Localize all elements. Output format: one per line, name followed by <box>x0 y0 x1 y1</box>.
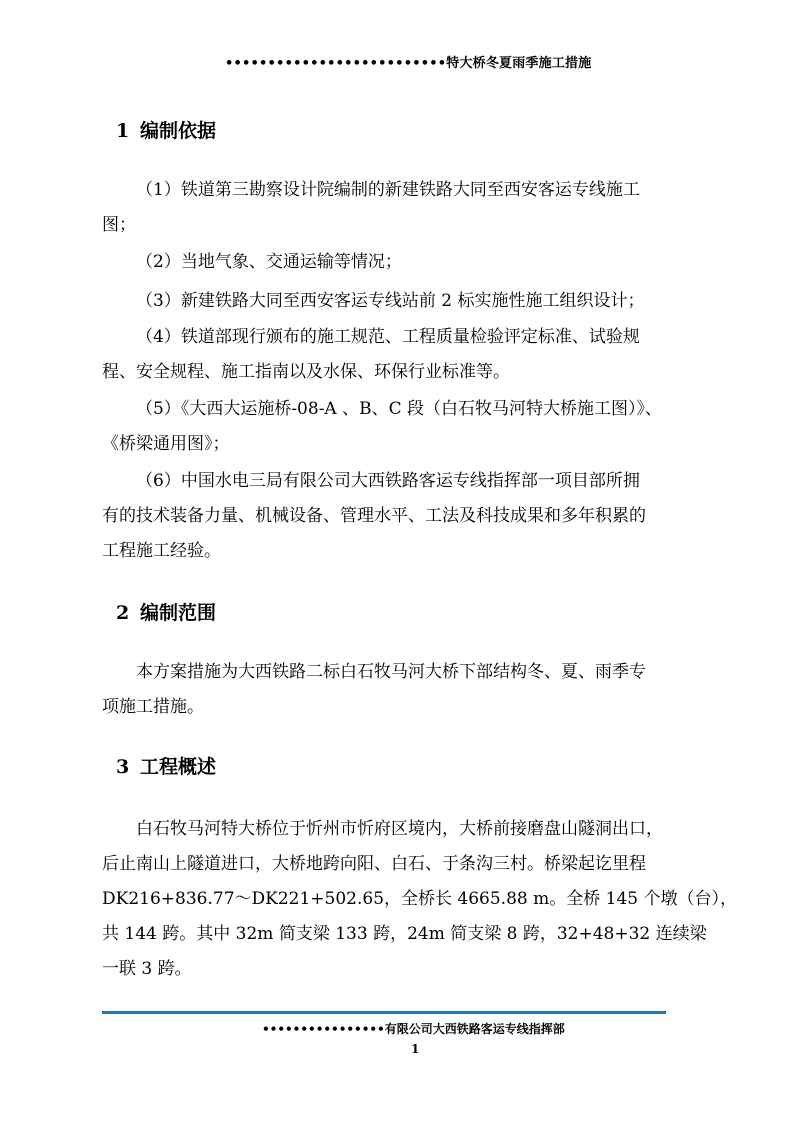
page-header: ••••••••••••••••••••••••••特大桥冬夏雨季施工措施 <box>225 56 592 71</box>
paragraph-line: 《桥梁通用图》； <box>102 434 230 454</box>
paragraph <box>102 655 698 725</box>
paragraph <box>102 464 698 569</box>
paragraph-line: 后止南山上隧道进口，大桥地跨向阳、白石、于条沟三村。桥梁起讫里程 <box>102 854 646 874</box>
paragraph-line: 白石牧马河特大桥位于忻州市忻府区境内，大桥前接磨盘山隧洞出口， <box>136 819 663 839</box>
paragraph <box>102 320 698 390</box>
paragraph-line: 程、安全规程、施工指南以及水保、环保行业标准等。 <box>102 362 510 382</box>
section-number: 2 <box>116 602 130 624</box>
paragraph-line: 图； <box>102 215 136 235</box>
paragraph <box>102 245 698 280</box>
paragraph-line: （4）铁道部现行颁布的施工规范、工程质量检验评定标准、试验规 <box>136 327 640 347</box>
paragraph-line: 工程施工经验。 <box>102 541 221 561</box>
section-title: 编制依据 <box>140 120 217 142</box>
paragraph-line: （1）铁道第三勘察设计院编制的新建铁路大同至西安客运专线施工 <box>136 180 640 200</box>
paragraph-line: （5）《大西大运施桥-08-A 、B、C 段（白石牧马河特大桥施工图）》、 <box>136 399 663 419</box>
section-number: 1 <box>116 120 130 142</box>
section-heading-3 <box>116 752 216 779</box>
paragraph-line: （6）中国水电三局有限公司大西铁路客运专线指挥部一项目部所拥 <box>136 471 640 491</box>
paragraph-line: 有的技术装备力量、机械设备、管理水平、工法及科技成果和多年积累的 <box>102 506 646 526</box>
section-title: 编制范围 <box>140 602 217 624</box>
paragraph-line: DK216+836.77～DK221+502.65，全桥长 4665.88 m。全桥 145 个墩（台）， <box>102 889 737 909</box>
section-title: 工程概述 <box>140 756 217 778</box>
section-heading-1 <box>116 116 216 143</box>
paragraph <box>102 173 698 243</box>
paragraph-line: 一联 3 跨。 <box>102 959 192 979</box>
paragraph <box>102 284 698 319</box>
paragraph-line: （3）新建铁路大同至西安客运专线站前 2 标实施性施工组织设计； <box>136 291 645 311</box>
paragraph-line: 项施工措施。 <box>102 697 204 717</box>
page-number: 1 <box>411 1042 420 1056</box>
page-footer: ••••••••••••••••有限公司大西铁路客运专线指挥部 <box>262 1022 565 1036</box>
paragraph-line: 本方案措施为大西铁路二标白石牧马河大桥下部结构冬、夏、雨季专 <box>136 662 646 682</box>
section-heading-2 <box>116 598 216 625</box>
footer-rule <box>102 1011 666 1014</box>
paragraph-line: （2）当地气象、交通运输等情况； <box>136 252 402 272</box>
paragraph <box>102 392 698 462</box>
paragraph <box>102 812 737 987</box>
paragraph-line: 共 144 跨。其中 32m 简支梁 133 跨，24m 简支梁 8 跨，32+48+32 连续梁 <box>102 924 707 944</box>
section-number: 3 <box>116 756 130 778</box>
